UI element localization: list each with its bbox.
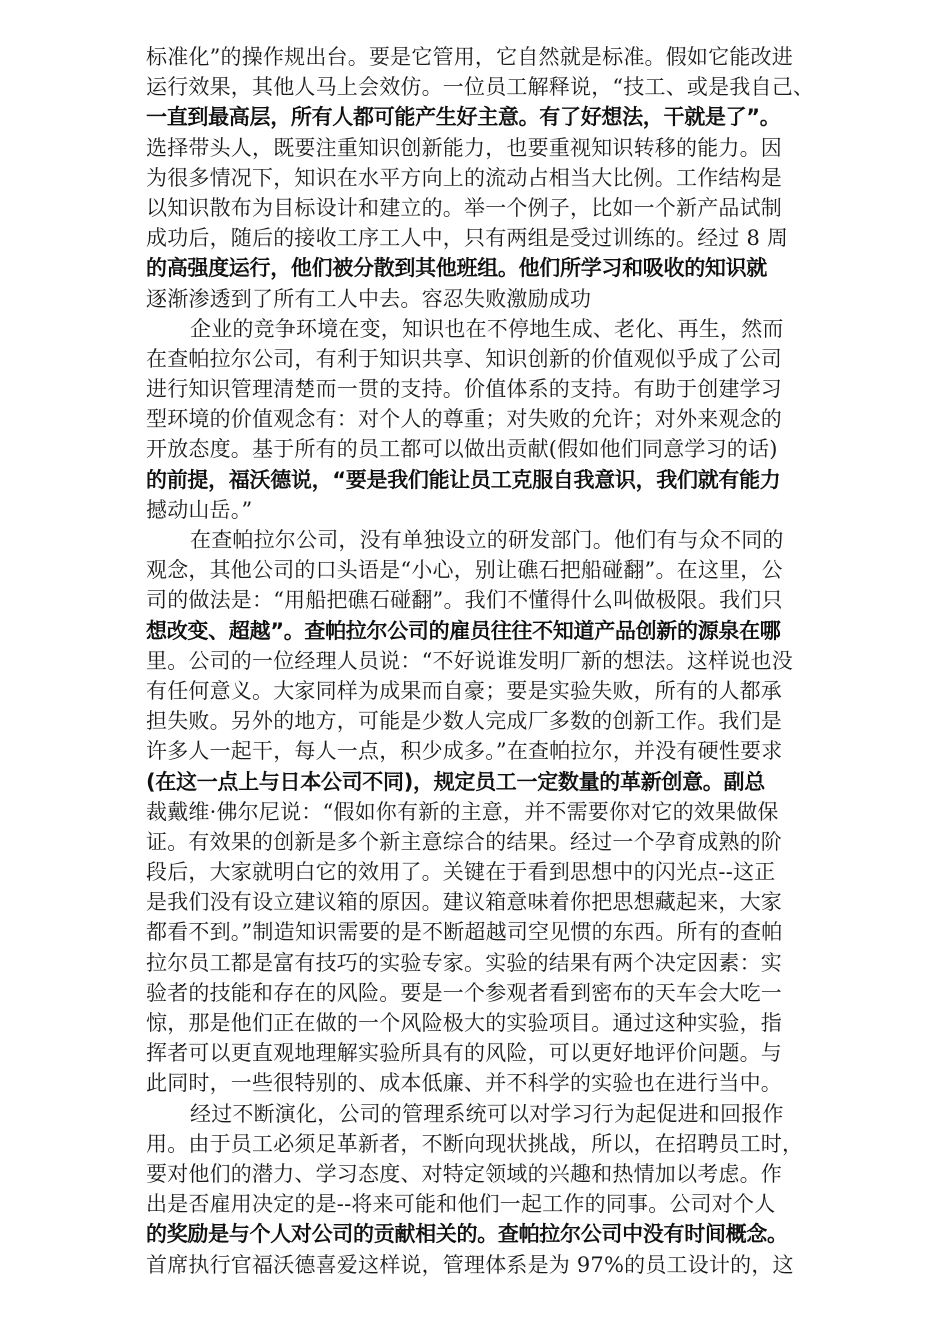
text-line: 逐渐渗透到了所有工人中去。容忍失败激励成功 [146, 286, 592, 311]
text-line: 为很多情况下，知识在水平方向上的流动占相当大比例。工作结构是 [146, 165, 782, 190]
text-line: 进行知识管理清楚而一贯的支持。价值体系的支持。有助于创建学习 [146, 377, 782, 402]
text-line: 以知识散布为目标设计和建立的。举一个例子，比如一个新产品试制 [146, 195, 782, 220]
text-line: 运行效果，其他人马上会效仿。一位员工解释说，“技工、或是我自己、 [146, 75, 815, 100]
text-line: 要对他们的潜力、学习态度、对特定领域的兴趣和热情加以考虑。作 [146, 1161, 782, 1186]
text-line: 惊，那是他们正在做的一个风险极大的实验项目。通过这种实验，指 [146, 1011, 782, 1035]
text-line: 成功后，随后的接收工序工人中，只有两组是受过训练的。经过 8 周 [146, 226, 789, 251]
text-line: 撼动山岳。” [146, 497, 253, 522]
text-line: 选择带头人，既要注重知识创新能力，也要重视知识转移的能力。因 [146, 135, 782, 160]
paragraph-start-line: 经过不断演化，公司的管理系统可以对学习行为起促进和回报作 [190, 1101, 784, 1126]
text-line: 观念，其他公司的口头语是“小心，别让礁石把船碰翻”。在这里，公 [146, 558, 783, 583]
text-line: 担失败。另外的地方，可能是少数人完成厂多数的创新工作。我们是 [146, 709, 782, 734]
paragraph-start-line: 企业的竞争环境在变，知识也在不停地生成、老化、再生，然而 [190, 316, 784, 341]
text-line: 都看不到。”制造知识需要的是不断超越司空见惯的东西。所有的查帕 [146, 920, 783, 945]
text-line: 是我们没有设立建议箱的原因。建议箱意味着你把思想藏起来，大家 [146, 890, 782, 915]
text-line: 证。有效果的创新是多个新主意综合的结果。经过一个孕育成熟的阶 [146, 829, 782, 854]
text-line: (在这一点上与日本公司不同)，规定员工一定数量的革新创意。副总 [146, 769, 765, 794]
text-line: 段后，大家就明白它的效用了。关键在于看到思想中的闪光点--这正 [146, 860, 776, 885]
document-body [146, 42, 881, 1280]
text-line: 许多人一起干，每人一点，积少成多。”在查帕拉尔，并没有硬性要求 [146, 739, 783, 764]
text-line: 挥者可以更直观地理解实验所具有的风险，可以更好地评价问题。与 [146, 1041, 782, 1066]
text-line: 里。公司的一位经理人员说：“不好说谁发明厂新的想法。这样说也没 [146, 648, 793, 673]
text-line: 开放态度。基于所有的员工都可以做出贡献(假如他们同意学习的话) [146, 437, 778, 462]
text-line: 的高强度运行，他们被分散到其他班组。他们所学习和吸收的知识就 [146, 256, 767, 281]
text-line: 想改变、超越”。查帕拉尔公司的雇员往往不知道产品创新的源泉在哪 [146, 618, 781, 643]
text-line: 用。由于员工必须足革新者，不断向现状挑战，所以，在招聘员工时， [146, 1131, 804, 1156]
text-line: 有任何意义。大家同样为成果而自豪；要是实验失败，所有的人都承 [146, 678, 782, 703]
text-line: 的奖励是与个人对公司的贡献相关的。查帕拉尔公司中没有时间概念。 [146, 1222, 788, 1247]
text-line: 一直到最高层，所有人都可能产生好主意。有了好想法，干就是了”。 [146, 105, 781, 130]
text-line: 出是否雇用决定的是--将来可能和他们一起工作的同事。公司对个人 [146, 1192, 776, 1217]
text-line: 验者的技能和存在的风险。要是一个参观者看到密布的天车会大吃一 [146, 980, 782, 1005]
text-line: 标准化”的操作规出台。要是它管用，它自然就是标准。假如它能改进 [146, 45, 793, 69]
text-line: 的前提，福沃德说，“要是我们能让员工克服自我意识，我们就有能力 [146, 467, 781, 492]
text-line: 首席执行官福沃德喜爱这样说，管理体系是为 97%的员工设计的，这 [146, 1252, 794, 1277]
text-line: 拉尔员工都是富有技巧的实验专家。实验的结果有两个决定因素：实 [146, 950, 782, 975]
text-line: 此同时，一些很特别的、成本低廉、并不科学的实验也在进行当中。 [146, 1071, 782, 1096]
text-line: 裁戴维·佛尔尼说：“假如你有新的主意，并不需要你对它的效果做保 [146, 799, 779, 824]
paragraph-start-line: 在查帕拉尔公司，没有单独设立的研发部门。他们有与众不同的 [190, 528, 784, 552]
text-line: 在查帕拉尔公司，有利于知识共享、知识创新的价值观似乎成了公司 [146, 346, 782, 371]
text-line: 型环境的价值观念有：对个人的尊重；对失败的允许；对外来观念的 [146, 407, 782, 432]
text-line: 司的做法是：“用船把礁石碰翻”。我们不懂得什么叫做极限。我们只 [146, 588, 783, 613]
